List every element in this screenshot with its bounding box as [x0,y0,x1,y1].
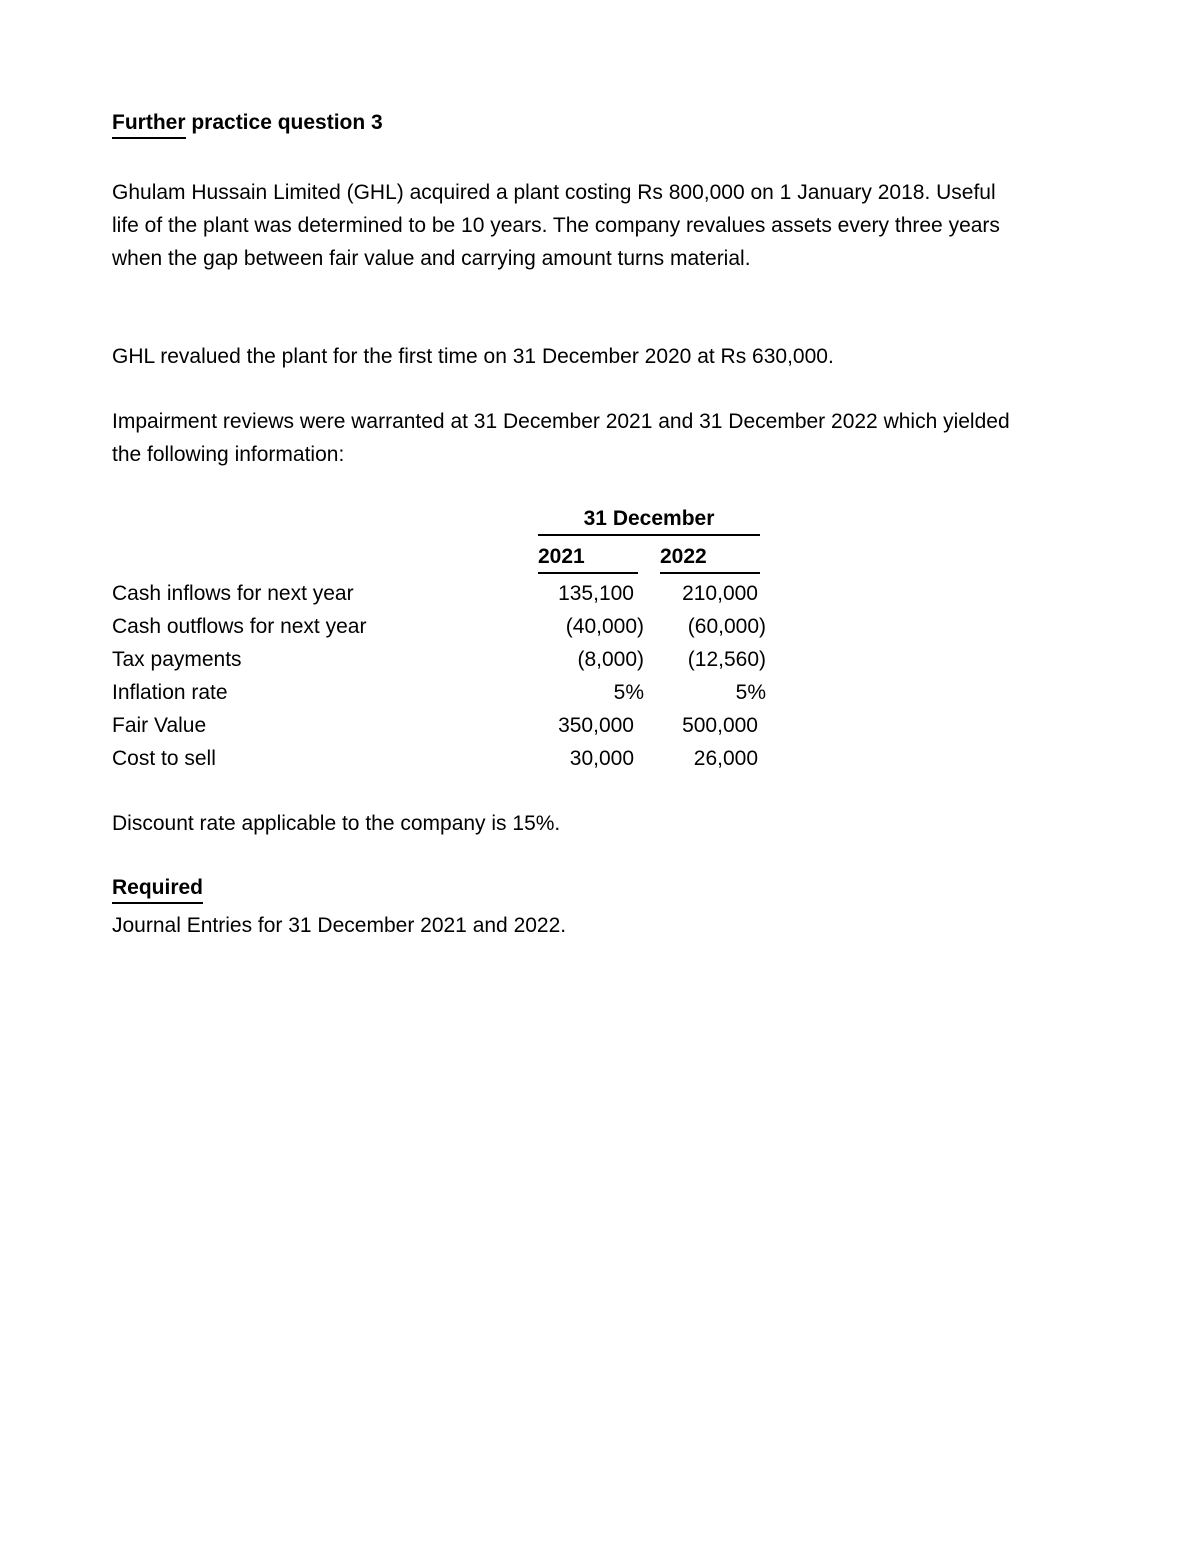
value-2022: (12,560) [687,648,766,671]
value-2021: 30,000 [569,747,634,770]
row-label: Cost to sell [112,747,216,770]
impairment-text: Impairment reviews were warranted at 31 December 2021 and 31 December 2022 which yielded the following information: [112,410,1010,466]
value-2022: 210,000 [682,582,758,605]
required-paragraph [112,909,1012,942]
table-row [112,742,812,775]
discount-paragraph [112,807,1012,840]
value-2022: 500,000 [682,714,758,737]
question-title [112,110,383,139]
table-row [112,676,812,709]
impairment-paragraph [112,405,1012,471]
value-2021: (8,000) [577,648,644,671]
title-rest: practice question 3 [185,111,383,134]
table-row [112,577,812,610]
table-row [112,709,812,742]
revaluation-text: GHL revalued the plant for the first time on 31 December 2020 at Rs 630,000. [112,345,834,368]
revaluation-paragraph [112,340,1012,373]
value-2021: 350,000 [558,714,634,737]
table-group-header: 31 December [538,505,760,536]
value-2022: 26,000 [693,747,758,770]
discount-text: Discount rate applicable to the company is 15%. [112,812,561,835]
required-text: Journal Entries for 31 December 2021 and 2022. [112,914,567,937]
value-2022: (60,000) [687,615,766,638]
row-label: Inflation rate [112,681,228,704]
column-header-2021: 2021 [538,543,638,574]
value-2021: 135,100 [558,582,634,605]
value-2022: 5% [735,681,766,704]
row-label: Fair Value [112,714,207,737]
intro-text: Ghulam Hussain Limited (GHL) acquired a plant costing Rs 800,000 on 1 January 2018. Useful life of the plant was determined to be 10 years. The company revalues assets every three years when the gap between fair value and carrying amount turns material. [112,181,1000,270]
table-row [112,643,812,676]
required-label: Required [112,875,203,904]
value-2021: (40,000) [565,615,644,638]
row-label: Tax payments [112,648,242,671]
intro-paragraph [112,176,1012,275]
table-row [112,610,812,643]
required-heading [112,875,203,904]
row-label: Cash inflows for next year [112,582,354,605]
title-underlined-word: Further [112,110,186,139]
value-2021: 5% [613,681,644,704]
row-label: Cash outflows for next year [112,615,367,638]
column-header-2022: 2022 [660,543,760,574]
